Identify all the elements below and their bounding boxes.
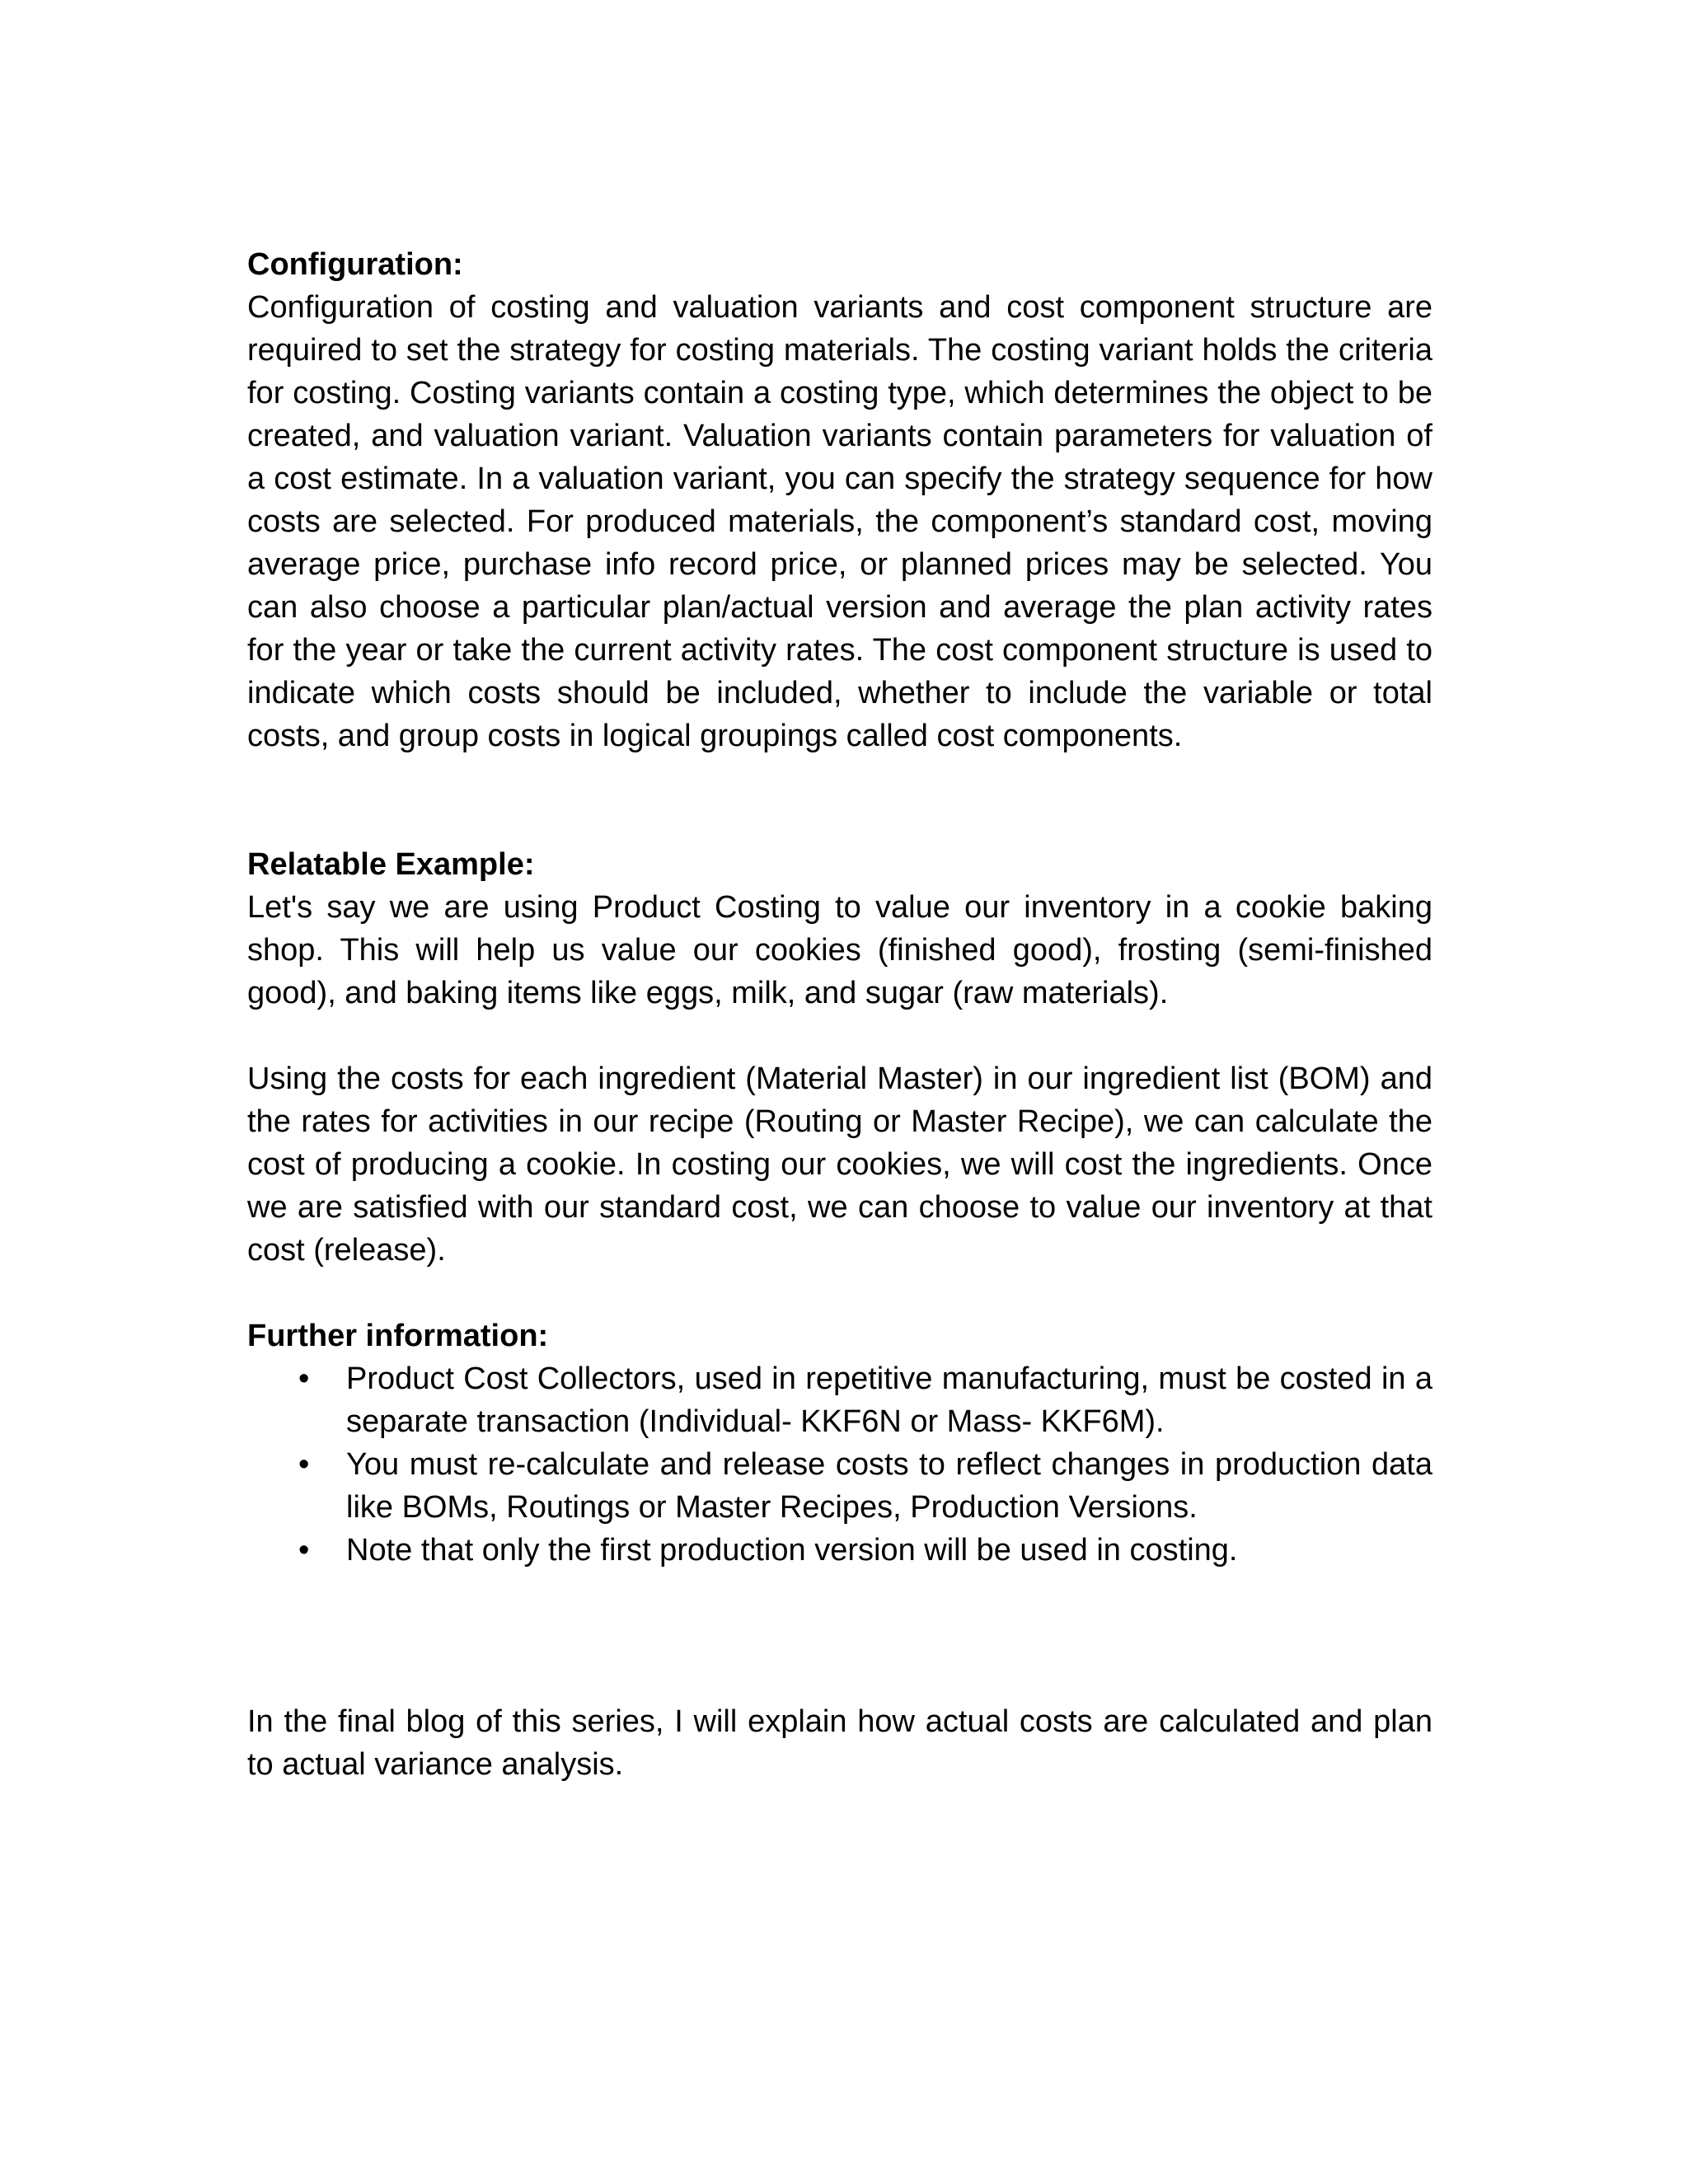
bullet-icon: • — [298, 1533, 310, 1568]
bullet-icon: • — [298, 1447, 310, 1482]
list-item — [247, 1529, 1432, 1572]
spacer — [247, 1272, 1432, 1315]
document-page — [247, 243, 1432, 1786]
bullet-icon: • — [298, 1361, 310, 1396]
closing-section — [247, 1700, 1432, 1786]
spacer — [247, 1015, 1432, 1057]
closing-paragraph: In the final blog of this series, I will explain how actual costs are calculated and plan to actual variance analysis. — [247, 1704, 1432, 1782]
further-information-section — [247, 1315, 1432, 1572]
list-item — [247, 1357, 1432, 1443]
relatable-example-heading: Relatable Example: — [247, 847, 535, 882]
configuration-paragraph: Configuration of costing and valuation variants and cost component structure are required to set the strategy for costing materials. The costing variant holds the criteria for costing. Costing variants contain a costing type, which determines the object to be created, and valuation variant. Valuation variants contain parameters for valuation of a cost estimate. In a valuation variant, you can specify the strategy sequence for how costs are selected. For produced materials, the component’s standard cost, moving average price, purchase info record price, or planned prices may be selected. You can also choose a particular plan/actual version and average the plan activity rates for the year or take the current activity rates. The cost component structure is used to indicate which costs should be included, whether to include the variable or total costs, and group costs in logical groupings called cost components. — [247, 290, 1432, 753]
further-information-heading: Further information: — [247, 1319, 549, 1353]
further-information-list — [247, 1357, 1432, 1572]
relatable-example-paragraph-1: Let's say we are using Product Costing to value our inventory in a cookie baking shop. This will help us value our cookies (finished good), frosting (semi-finished good), and baking items like eggs, milk, and sugar (raw materials). — [247, 890, 1432, 1010]
list-item-text: You must re-calculate and release costs to reflect changes in production data like BOMs, Routings or Master Recipes, Production Versions. — [346, 1447, 1432, 1525]
configuration-section — [247, 243, 1432, 757]
configuration-heading: Configuration: — [247, 247, 463, 282]
list-item — [247, 1443, 1432, 1529]
list-item-text: Note that only the first production version will be used in costing. — [346, 1533, 1238, 1568]
list-item-text: Product Cost Collectors, used in repetitive manufacturing, must be costed in a separate transaction (Individual- KKF6N or Mass- KKF6M). — [346, 1361, 1432, 1439]
relatable-example-section — [247, 843, 1432, 1272]
spacer — [247, 757, 1432, 843]
relatable-example-paragraph-2: Using the costs for each ingredient (Material Master) in our ingredient list (BOM) and the rates for activities in our recipe (Routing or Master Recipe), we can calculate the cost of producing a cookie. In costing our cookies, we will cost the ingredients. Once we are satisfied with our standard cost, we can choose to value our inventory at that cost (release). — [247, 1062, 1432, 1268]
spacer — [247, 1572, 1432, 1700]
